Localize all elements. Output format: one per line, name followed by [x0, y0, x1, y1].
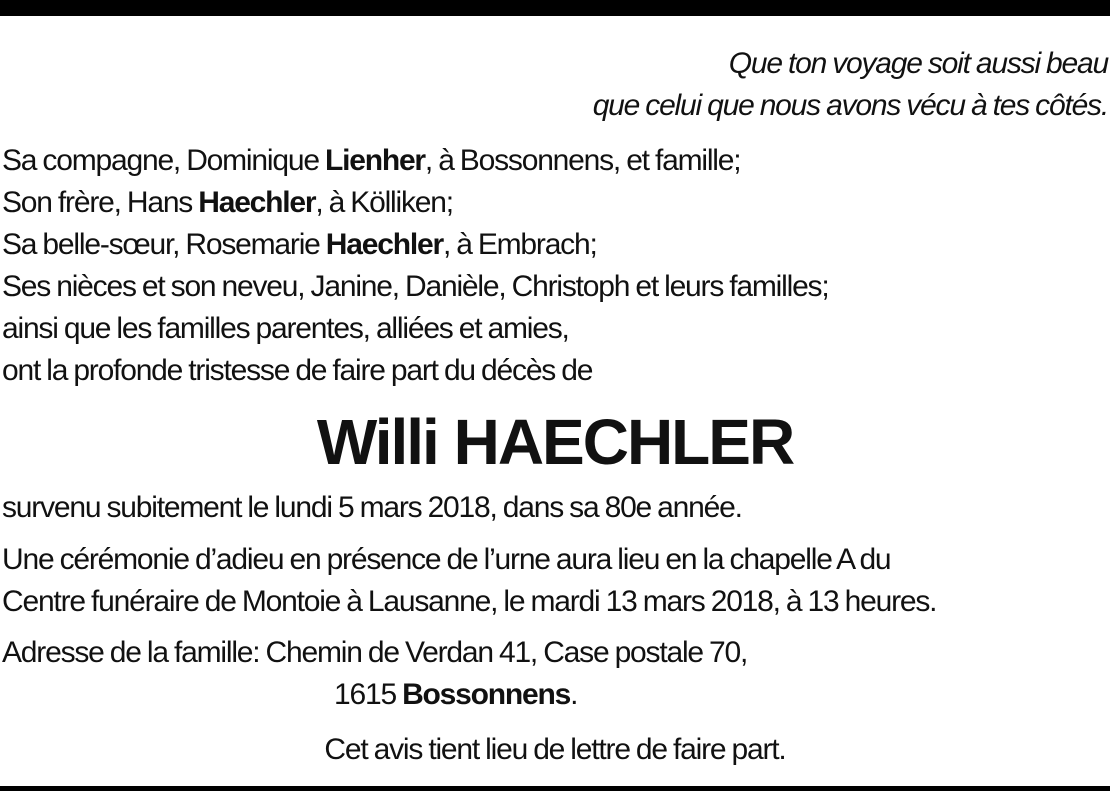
ceremony-line-2: Centre funéraire de Montoie à Lausanne, le mardi 13 mars 2018, à 13 heures. — [2, 585, 937, 618]
announcement-line: ont la profonde tristesse de faire part du décès de — [2, 354, 593, 387]
family-line-relatives: ainsi que les familles parentes, alliées et amies, — [2, 312, 569, 345]
text: , à Kölliken; — [315, 186, 453, 219]
text: , à Bossonnens, et famille; — [424, 144, 741, 177]
address-line-1: Adresse de la famille: Chemin de Verdan 41, Case postale 70, — [2, 636, 748, 669]
family-line-companion — [2, 141, 1108, 181]
deceased-name: Willi HAECHLER — [316, 406, 794, 478]
ceremony-line-1: Une cérémonie d’adieu en présence de l’urne aura lieu en la chapelle A du — [2, 543, 891, 576]
surname: Haechler — [325, 228, 443, 261]
family-line-sister-in-law — [2, 225, 1108, 265]
death-date-line: survenu subitement le lundi 5 mars 2018, dans sa 80e année. — [2, 491, 742, 524]
text: Son frère, Hans — [2, 186, 199, 219]
surname: Lienher — [324, 144, 425, 177]
text: Sa belle-sœur, Rosemarie — [2, 228, 326, 261]
surname: Haechler — [198, 186, 316, 219]
text: Sa compagne, Dominique — [2, 144, 325, 177]
city: Bossonnens — [402, 678, 571, 711]
closing-line: Cet avis tient lieu de lettre de faire part. — [324, 733, 786, 766]
address-line-2 — [334, 675, 1034, 715]
family-line-nieces: Ses nièces et son neveu, Janine, Danièle, Christoph et leurs familles; — [2, 270, 829, 303]
family-line-brother — [2, 183, 1108, 223]
postcode: 1615 — [334, 678, 403, 711]
epigraph-line-1: Que ton voyage soit aussi beau — [728, 47, 1108, 80]
text: , à Embrach; — [442, 228, 597, 261]
bottom-rule — [0, 786, 1110, 791]
epigraph-line-2: que celui que nous avons vécu à tes côtés. — [592, 89, 1108, 122]
text: . — [570, 678, 578, 711]
